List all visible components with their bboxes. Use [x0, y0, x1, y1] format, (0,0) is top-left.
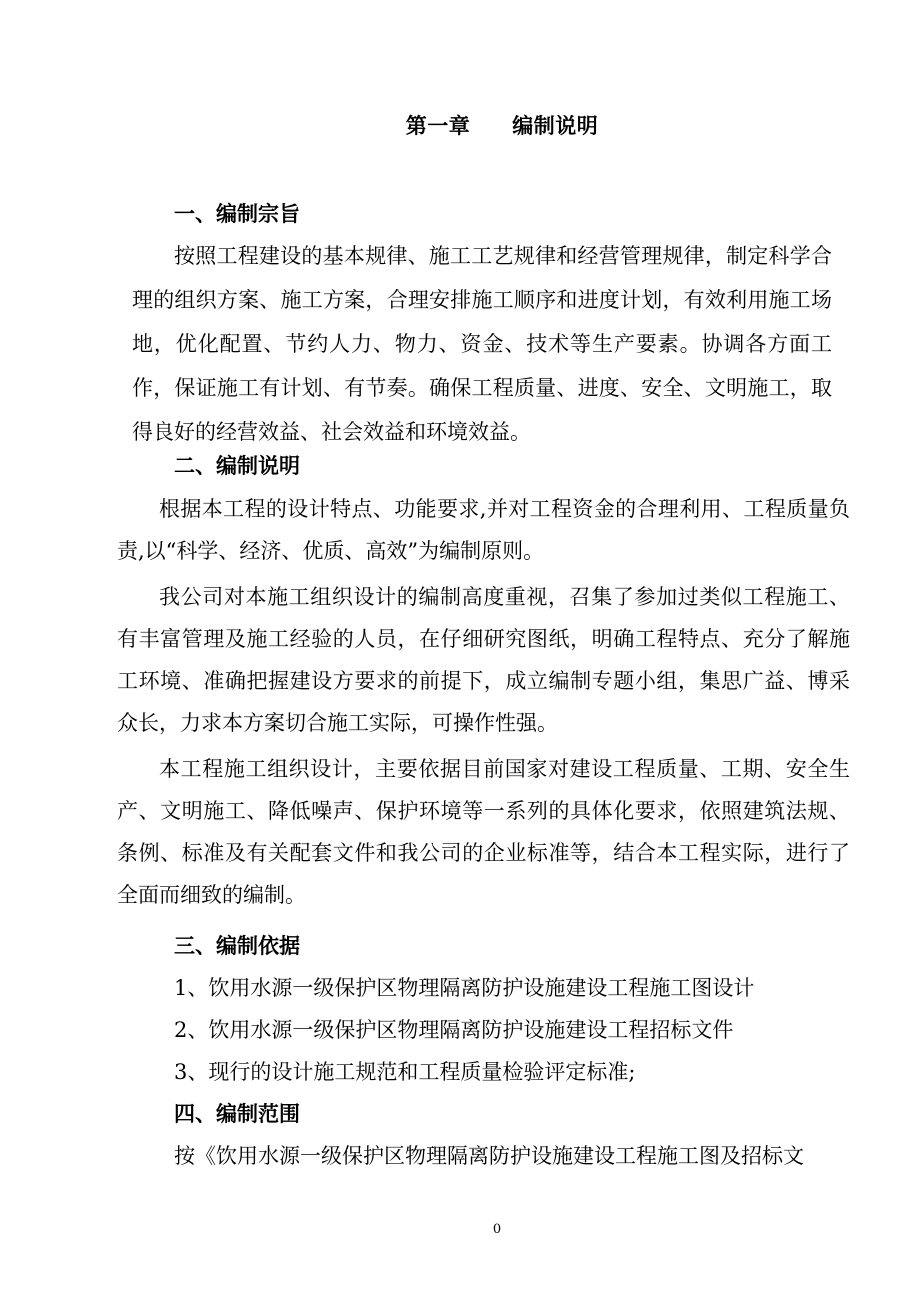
paragraph-description-approach: 我公司对本施工组织设计的编制高度重视，召集了参加过类似工程施工、有丰富管理及施工经验的人员，在仔细研究图纸，明确工程特点、充分了解施工环境、准确把握建设方要求的前提下，成立编制专题小组，集思广益、博采众长，力求本方案切合施工实际，可操作性强。 [117, 585, 850, 735]
chapter-number: 第一章 [405, 113, 471, 138]
paragraph-purpose: 按照工程建设的基本规律、施工工艺规律和经营管理规律，制定科学合理的组织方案、施工方案，合理安排施工顺序和进度计划，有效利用施工场地，优化配置、节约人力、物力、资金、技术等生产要素。协调各方面工作，保证施工有计划、有节奏。确保工程质量、进度、安全、文明施工，取得良好的经营效益、社会效益和环境效益。 [132, 244, 832, 444]
section-heading-basis: 三、编制依据 [174, 933, 300, 958]
page-number: 0 [492, 1222, 502, 1237]
chapter-title [0, 110, 920, 140]
basis-item-2: 2、饮用水源一级保护区物理隔离防护设施建设工程招标文件 [174, 1018, 734, 1042]
basis-item-3: 3、现行的设计施工规范和工程质量检验评定标准; [174, 1060, 636, 1084]
section-heading-scope: 四、编制范围 [174, 1101, 300, 1126]
paragraph-description-principle: 根据本工程的设计特点、功能要求,并对工程资金的合理利用、工程质量负责,以“科学、经济、优质、高效”为编制原则。 [117, 497, 850, 563]
paragraph-description-basis: 本工程施工组织设计，主要依据目前国家对建设工程质量、工期、安全生产、文明施工、降低噪声、保护环境等一系列的具体化要求，依照建筑法规、条例、标准及有关配套文件和我公司的企业标准等，结合本工程实际，进行了全面而细致的编制。 [117, 757, 850, 907]
basis-item-1: 1、饮用水源一级保护区物理隔离防护设施建设工程施工图设计 [174, 976, 755, 1000]
chapter-name: 编制说明 [512, 113, 599, 138]
section-heading-description: 二、编制说明 [174, 453, 300, 478]
paragraph-scope: 按《饮用水源一级保护区物理隔离防护设施建设工程施工图及招标文 [174, 1144, 804, 1168]
section-heading-purpose: 一、编制宗旨 [174, 201, 300, 226]
